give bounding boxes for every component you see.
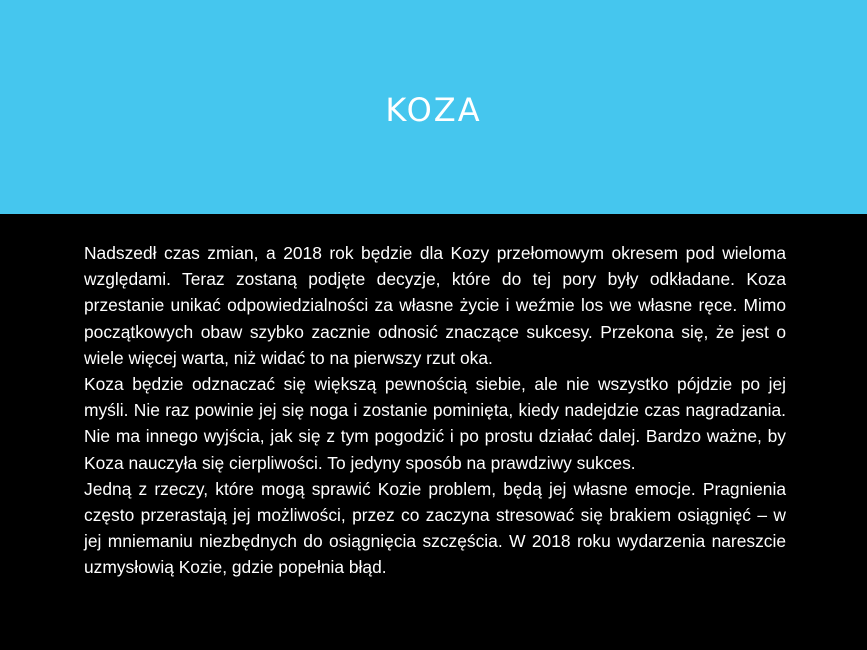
slide-body [84, 240, 786, 581]
slide-title: KOZA [385, 91, 482, 129]
paragraph-2: Koza będzie odznaczać się większą pewnością siebie, ale nie wszystko pójdzie po jej myśli. Nie raz powinie jej się noga i zostanie pominięta, kiedy nadejdzie czas nagradzania. Nie ma innego wyjścia, jak się z tym pogodzić i po prostu działać dalej. Bardzo ważne, by Koza nauczyła się cierpliwości. To jedyny sposób na prawdziwy sukces. [84, 374, 786, 473]
paragraph-1: Nadszedł czas zmian, a 2018 rok będzie dla Kozy przełomowym okresem pod wieloma względami. Teraz zostaną podjęte decyzje, które do tej pory były odkładane. Koza przestanie unikać odpowiedzialności za własne życie i weźmie los we własne ręce. Mimo początkowych obaw szybko zacznie odnosić znaczące sukcesy. Przekona się, że jest o wiele więcej warta, niż widać to na pierwszy rzut oka. [84, 243, 786, 368]
title-band [0, 0, 867, 214]
paragraph-3: Jedną z rzeczy, które mogą sprawić Kozie problem, będą jej własne emocje. Pragnienia często przerastają jej możliwości, przez co zaczyna stresować się brakiem osiągnięć – w jej mniemaniu niezbędnych do osiągnięcia szczęścia. W 2018 roku wydarzenia nareszcie uzmysłowią Kozie, gdzie popełnia błąd. [84, 478, 786, 578]
